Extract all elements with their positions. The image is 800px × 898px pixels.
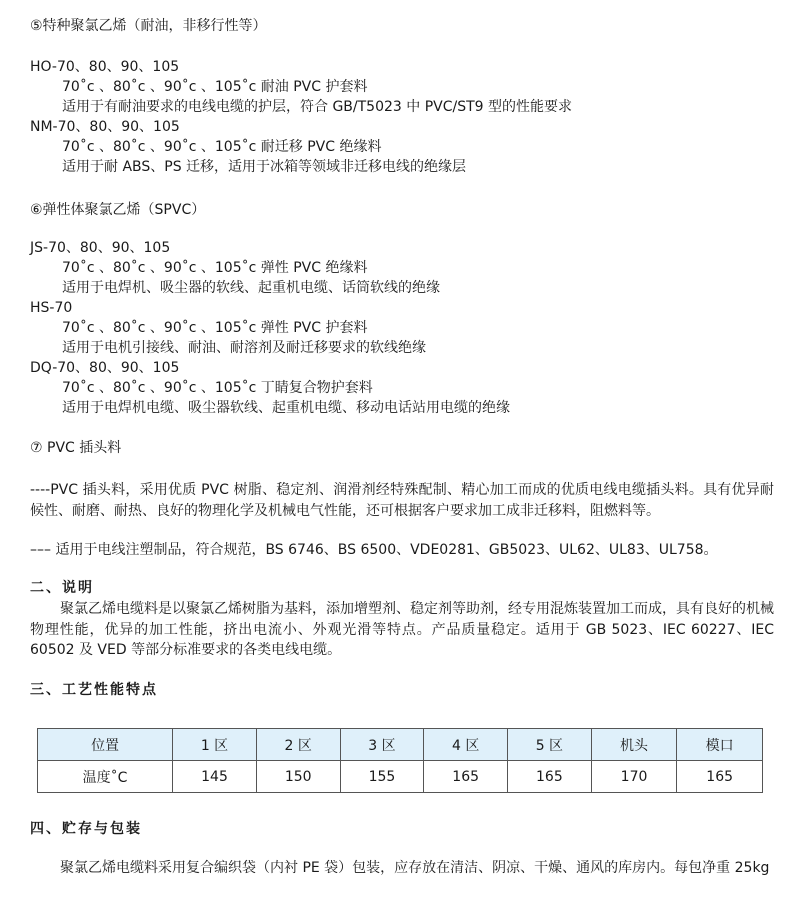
table-header-cell: 5 区 — [508, 729, 592, 761]
table-cell: 150 — [256, 761, 340, 793]
product-code: NM-70、80、90、105 — [30, 119, 180, 135]
heading-storage: 四、贮存与包装 — [30, 821, 142, 837]
product-desc: 70˚c 、80˚c 、90˚c 、105˚c 耐迁移 PVC 绝缘料 — [62, 139, 382, 155]
product-use: 适用于有耐油要求的电线电缆的护层，符合 GB/T5023 中 PVC/ST9 型的性能要求 — [62, 99, 573, 115]
product-desc: 70˚c 、80˚c 、90˚c 、105˚c 弹性 PVC 护套料 — [62, 320, 368, 336]
product-use: 适用于电焊机电缆、吸尘器软线、起重机电缆、移动电话站用电缆的绝缘 — [62, 400, 510, 416]
table-cell: 145 — [173, 761, 257, 793]
table-header-cell: 模口 — [677, 729, 763, 761]
product-use: 适用于耐 ABS、PS 迁移，适用于冰箱等领域非迁移电线的绝缘层 — [62, 159, 467, 175]
table-header-cell: 位置 — [38, 729, 173, 761]
product-code: HS-70 — [30, 300, 73, 316]
storage-paragraph: 聚氯乙烯电缆料采用复合编织袋（内衬 PE 袋）包装，应存放在清洁、阴凉、干燥、通风的库房内。每包净重 25kg — [60, 860, 770, 876]
table-header-row — [38, 729, 763, 761]
table-header-cell: 4 区 — [424, 729, 508, 761]
table-header-cell: 3 区 — [340, 729, 424, 761]
plug-material-paragraph: ----PVC 插头料，采用优质 PVC 树脂、稳定剂、润滑剂经特殊配制、精心加工而成的优质电线电缆插头料。具有优异耐候性、耐磨、耐热、良好的物理化学及机械电气性能，还可根据客户要求加工成非迁移料，阻燃料等。 — [30, 482, 774, 519]
product-use: 适用于电机引接线、耐油、耐溶剂及耐迁移要求的软线绝缘 — [62, 340, 426, 356]
table-header-cell: 2 区 — [256, 729, 340, 761]
section-7-title: ⑦ PVC 插头料 — [30, 440, 122, 456]
product-desc: 70˚c 、80˚c 、90˚c 、105˚c 耐油 PVC 护套料 — [62, 79, 368, 95]
section-5-title: ⑤特种聚氯乙烯（耐油，非移行性等） — [30, 18, 267, 34]
table-row — [38, 761, 763, 793]
table-cell: 165 — [424, 761, 508, 793]
table-cell: 155 — [340, 761, 424, 793]
process-table — [37, 728, 763, 793]
description-paragraph: 聚氯乙烯电缆料是以聚氯乙烯树脂为基料，添加增塑剂、稳定剂等助剂，经专用混炼装置加工而成，具有良好的机械物理性能，优异的加工性能，挤出电流小、外观光滑等特点。产品质量稳定。适用于 GB 5023、IEC 60227、IEC 60502 及 VED 等部分标准要求的各类电线电缆。 — [30, 601, 774, 659]
table-cell: 165 — [677, 761, 763, 793]
table-header-cell: 机头 — [591, 729, 677, 761]
heading-process: 三、工艺性能特点 — [30, 682, 158, 698]
product-use: 适用于电焊机、吸尘器的软线、起重机电缆、话筒软线的绝缘 — [62, 280, 440, 296]
section-6-title: ⑥弹性体聚氯乙烯（SPVC） — [30, 202, 206, 218]
table-header-cell: 1 区 — [173, 729, 257, 761]
product-code: DQ-70、80、90、105 — [30, 360, 180, 376]
product-desc: 70˚c 、80˚c 、90˚c 、105˚c 弹性 PVC 绝缘料 — [62, 260, 368, 276]
product-code: HO-70、80、90、105 — [30, 59, 180, 75]
table-cell: 170 — [591, 761, 677, 793]
table-cell: 温度˚C — [38, 761, 173, 793]
heading-description: 二、说明 — [30, 580, 94, 596]
product-desc: 70˚c 、80˚c 、90˚c 、105˚c 丁睛复合物护套料 — [62, 380, 373, 396]
plug-material-standards: ––– 适用于电线注塑制品，符合规范，BS 6746、BS 6500、VDE0281、GB5023、UL62、UL83、UL758。 — [30, 542, 718, 558]
table-cell: 165 — [508, 761, 592, 793]
product-code: JS-70、80、90、105 — [30, 240, 171, 256]
